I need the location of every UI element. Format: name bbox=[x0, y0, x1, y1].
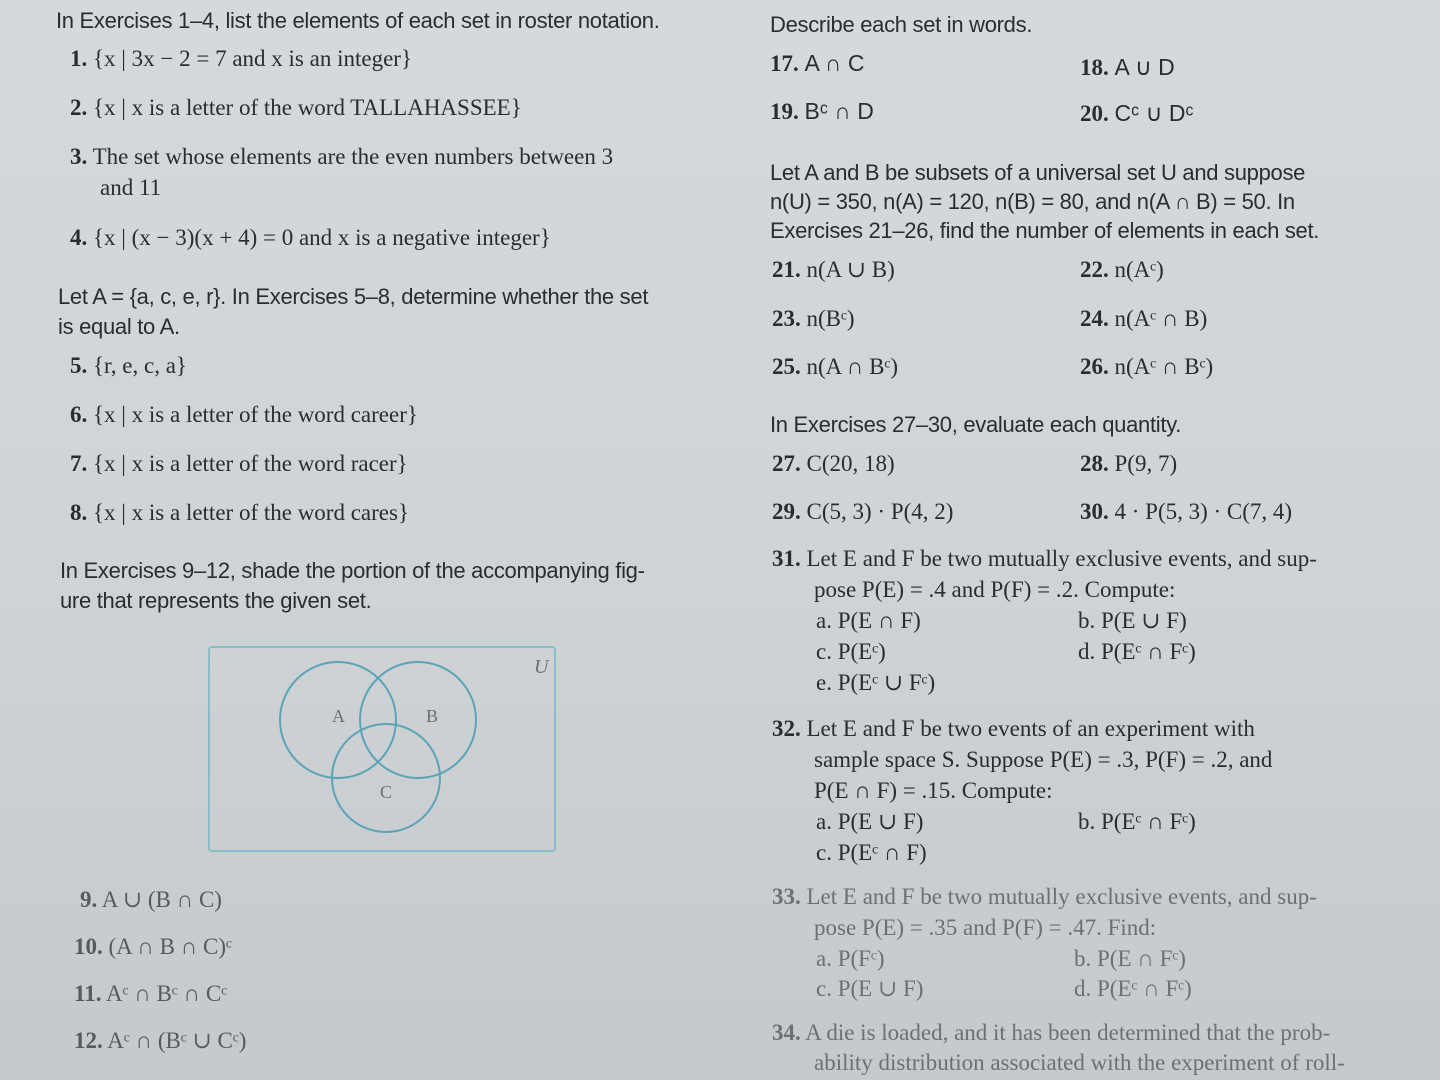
exercise-text: {x | x is a letter of the word racer} bbox=[93, 451, 408, 476]
counting-instructions: Let A and B be subsets of a universal set U and suppose bbox=[770, 160, 1306, 185]
counting-instructions-line3: Exercises 21–26, find the number of elements in each set. bbox=[770, 218, 1320, 243]
exercise-number: 6. bbox=[70, 402, 88, 427]
exercise-31c: c. P(Eᶜ) bbox=[816, 639, 886, 664]
exercise-text: C(20, 18) bbox=[806, 451, 895, 476]
exercise-29 bbox=[772, 499, 953, 525]
exercise-31 bbox=[772, 546, 1317, 572]
exercise-text: Let E and F be two mutually exclusive events, and sup- bbox=[806, 884, 1317, 909]
circle-b bbox=[360, 662, 476, 778]
exercise-number: 9. bbox=[80, 887, 98, 912]
venn-circles bbox=[210, 648, 554, 850]
exercise-9 bbox=[80, 887, 222, 913]
exercise-22 bbox=[1080, 257, 1164, 283]
exercise-21 bbox=[772, 257, 895, 283]
exercise-19 bbox=[770, 98, 874, 125]
exercise-number: 27. bbox=[772, 451, 801, 476]
exercise-text: {x | x is a letter of the word career} bbox=[93, 402, 418, 427]
exercise-number: 3. bbox=[70, 144, 88, 169]
exercise-number: 25. bbox=[772, 354, 801, 379]
exercise-number: 20. bbox=[1080, 101, 1109, 126]
shading-instructions-line2: ure that represents the given set. bbox=[60, 588, 372, 613]
exercise-33-line2: pose P(E) = .35 and P(F) = .47. Find: bbox=[814, 915, 1157, 940]
set-equality-instructions: Let A = {a, c, e, r}. In Exercises 5–8, determine whether the set bbox=[58, 284, 649, 309]
exercise-number: 31. bbox=[772, 546, 801, 571]
exercise-30 bbox=[1080, 499, 1292, 525]
exercise-31e: e. P(Eᶜ ∪ Fᶜ) bbox=[816, 670, 936, 695]
roster-instructions: In Exercises 1–4, list the elements of each set in roster notation. bbox=[56, 8, 660, 33]
exercise-31d: d. P(Eᶜ ∩ Fᶜ) bbox=[1078, 639, 1196, 664]
exercise-4 bbox=[70, 225, 551, 251]
exercise-text: The set whose elements are the even numbers between 3 bbox=[92, 144, 614, 169]
exercise-24 bbox=[1080, 306, 1207, 332]
exercise-1 bbox=[70, 46, 412, 72]
venn-label-a: A bbox=[332, 706, 345, 726]
exercise-3-continuation: and 11 bbox=[100, 175, 162, 200]
exercise-23 bbox=[772, 306, 855, 332]
shading-instructions: In Exercises 9–12, shade the portion of the accompanying fig- bbox=[60, 558, 645, 583]
exercise-34 bbox=[772, 1020, 1330, 1046]
exercise-number: 8. bbox=[70, 500, 88, 525]
exercise-number: 21. bbox=[772, 257, 801, 282]
exercise-text: {x | x is a letter of the word TALLAHASSEE} bbox=[93, 95, 522, 120]
exercise-text: Let E and F be two events of an experiment with bbox=[806, 716, 1255, 741]
exercise-text: {r, e, c, a} bbox=[93, 353, 187, 378]
exercise-number: 26. bbox=[1080, 354, 1109, 379]
exercise-31a: a. P(E ∩ F) bbox=[816, 608, 921, 633]
exercise-33a: a. P(Fᶜ) bbox=[816, 946, 885, 971]
venn-label-u: U bbox=[534, 656, 549, 678]
exercise-text: {x | x is a letter of the word cares} bbox=[93, 500, 409, 525]
exercise-text: A ∪ D bbox=[1114, 54, 1175, 80]
exercise-33d: d. P(Eᶜ ∩ Fᶜ) bbox=[1074, 976, 1192, 1001]
exercise-number: 18. bbox=[1080, 55, 1109, 80]
exercise-number: 30. bbox=[1080, 499, 1109, 524]
counting-instructions-line2: n(U) = 350, n(A) = 120, n(B) = 80, and n(A ∩ B) = 50. In bbox=[770, 189, 1295, 214]
exercise-text: 4 · P(5, 3) · C(7, 4) bbox=[1114, 499, 1293, 524]
exercise-33c: c. P(E ∪ F) bbox=[816, 976, 924, 1001]
exercise-text: A die is loaded, and it has been determined that the prob- bbox=[805, 1020, 1331, 1045]
exercise-32-line3: P(E ∩ F) = .15. Compute: bbox=[814, 778, 1053, 803]
exercise-text: {x | 3x − 2 = 7 and x is an integer} bbox=[93, 46, 412, 71]
exercise-25 bbox=[772, 354, 898, 380]
exercise-17 bbox=[770, 50, 865, 77]
exercise-10 bbox=[74, 934, 232, 960]
exercise-5 bbox=[70, 353, 187, 379]
exercise-text: {x | (x − 3)(x + 4) = 0 and x is a negative integer} bbox=[93, 225, 551, 250]
exercise-text: n(A ∪ B) bbox=[806, 257, 895, 282]
exercise-number: 12. bbox=[74, 1028, 103, 1053]
exercise-number: 19. bbox=[770, 99, 799, 124]
exercise-text: Cᶜ ∪ Dᶜ bbox=[1114, 100, 1194, 126]
exercise-3 bbox=[70, 144, 613, 170]
exercise-2 bbox=[70, 95, 522, 121]
exercise-text: P(9, 7) bbox=[1114, 451, 1178, 476]
evaluate-instructions: In Exercises 27–30, evaluate each quantity. bbox=[770, 412, 1182, 437]
exercise-text: Bᶜ ∩ D bbox=[804, 98, 874, 124]
exercise-number: 1. bbox=[70, 46, 88, 71]
exercise-number: 5. bbox=[70, 353, 88, 378]
exercise-number: 32. bbox=[772, 716, 801, 741]
exercise-number: 23. bbox=[772, 306, 801, 331]
exercise-text: C(5, 3) · P(4, 2) bbox=[806, 499, 954, 524]
exercise-number: 4. bbox=[70, 225, 88, 250]
exercise-text: n(A ∩ Bᶜ) bbox=[806, 354, 898, 379]
exercise-32c: c. P(Eᶜ ∩ F) bbox=[816, 840, 927, 865]
exercise-11 bbox=[74, 981, 227, 1007]
exercise-number: 10. bbox=[74, 934, 103, 959]
exercise-number: 7. bbox=[70, 451, 88, 476]
exercise-33 bbox=[772, 884, 1317, 910]
exercise-12 bbox=[74, 1028, 246, 1054]
exercise-text: Let E and F be two mutually exclusive events, and sup- bbox=[806, 546, 1317, 571]
venn-label-b: B bbox=[426, 706, 439, 726]
exercise-26 bbox=[1080, 354, 1213, 380]
exercise-text: n(Aᶜ ∩ Bᶜ) bbox=[1114, 354, 1214, 379]
exercise-number: 2. bbox=[70, 95, 88, 120]
exercise-20 bbox=[1080, 100, 1194, 127]
exercise-18 bbox=[1080, 54, 1175, 81]
set-equality-instructions-line2: is equal to A. bbox=[58, 314, 180, 339]
exercise-31b: b. P(E ∪ F) bbox=[1078, 608, 1187, 633]
exercise-7 bbox=[70, 451, 408, 477]
exercise-number: 28. bbox=[1080, 451, 1109, 476]
exercise-text: n(Aᶜ) bbox=[1114, 257, 1164, 282]
exercise-text: (A ∩ B ∩ C)ᶜ bbox=[108, 934, 232, 959]
exercise-number: 17. bbox=[770, 51, 799, 76]
exercise-28 bbox=[1080, 451, 1177, 477]
exercise-33b: b. P(E ∩ Fᶜ) bbox=[1074, 946, 1186, 971]
exercise-34-line2: ability distribution associated with the experiment of roll- bbox=[814, 1050, 1345, 1075]
exercise-text: Aᶜ ∩ Bᶜ ∩ Cᶜ bbox=[105, 981, 228, 1006]
exercise-32-line2: sample space S. Suppose P(E) = .3, P(F) = .2, and bbox=[814, 747, 1273, 772]
venn-diagram bbox=[208, 646, 556, 852]
exercise-number: 24. bbox=[1080, 306, 1109, 331]
exercise-8 bbox=[70, 500, 409, 526]
exercise-text: n(Bᶜ) bbox=[806, 306, 855, 331]
venn-label-c: C bbox=[380, 782, 393, 802]
exercise-32 bbox=[772, 716, 1255, 742]
exercise-31-line2: pose P(E) = .4 and P(F) = .2. Compute: bbox=[814, 577, 1176, 602]
exercise-text: Aᶜ ∩ (Bᶜ ∪ Cᶜ) bbox=[107, 1028, 247, 1053]
exercise-6 bbox=[70, 402, 418, 428]
exercise-text: n(Aᶜ ∩ B) bbox=[1114, 306, 1208, 331]
exercise-number: 22. bbox=[1080, 257, 1109, 282]
exercise-text: A ∪ (B ∩ C) bbox=[101, 887, 222, 912]
exercise-number: 34. bbox=[772, 1020, 801, 1045]
exercise-27 bbox=[772, 451, 895, 477]
describe-instructions: Describe each set in words. bbox=[770, 12, 1033, 37]
exercise-number: 11. bbox=[74, 981, 102, 1006]
exercise-32b: b. P(Eᶜ ∩ Fᶜ) bbox=[1078, 809, 1196, 834]
exercise-number: 29. bbox=[772, 499, 801, 524]
exercise-text: A ∩ C bbox=[804, 50, 865, 76]
exercise-32a: a. P(E ∪ F) bbox=[816, 809, 924, 834]
exercise-number: 33. bbox=[772, 884, 801, 909]
